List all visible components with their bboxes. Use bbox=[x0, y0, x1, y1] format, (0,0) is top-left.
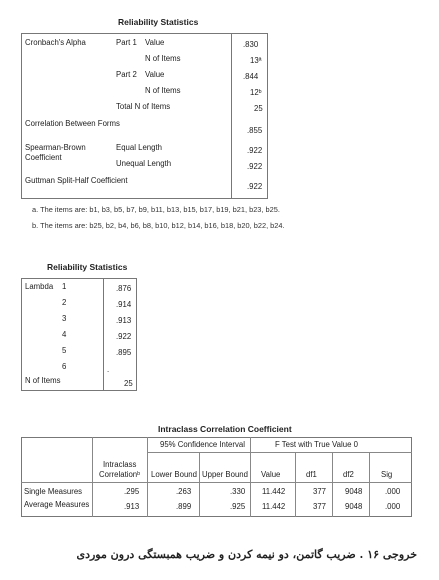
table1-label-part1: Part 1 bbox=[116, 38, 137, 47]
table3-header-confidence-interval: 95% Confidence Interval bbox=[160, 440, 245, 449]
table2-lambda-index: 2 bbox=[62, 298, 67, 307]
table2-lambda-index: 4 bbox=[62, 330, 67, 339]
table2-value: .913 bbox=[116, 316, 132, 325]
table3-header-sig: Sig bbox=[381, 470, 393, 479]
table1-label-spearman: Spearman-Brown bbox=[25, 143, 86, 152]
table2-lambda-index: 5 bbox=[62, 346, 67, 355]
table3-header-df1: df1 bbox=[306, 470, 317, 479]
table3-sig-value: .000 bbox=[385, 487, 401, 496]
table2-title: Reliability Statistics bbox=[47, 262, 128, 272]
table3-title: Intraclass Correlation Coefficient bbox=[158, 424, 292, 434]
table1-label-n-items: N of Items bbox=[145, 54, 181, 63]
table1-label-value: Value bbox=[145, 38, 165, 47]
table1-value: .922 bbox=[247, 146, 263, 155]
table3-row-label: Single Measures bbox=[24, 487, 83, 496]
table1-value: .855 bbox=[247, 126, 263, 135]
table1-label-guttman: Guttman Split-Half Coefficient bbox=[25, 176, 128, 185]
figure-caption: خروجی ۱۶ . ضریب گاتمن، دو نیمه کردن و ضریب همبستگی درون موردی bbox=[76, 548, 417, 561]
table3-upper-value: .925 bbox=[230, 502, 246, 511]
table1-value: .830 bbox=[243, 40, 259, 49]
table1-footnote-a: a. The items are: b1, b3, b5, b7, b9, b11, b13, b15, b17, b19, b21, b23, b25. bbox=[32, 205, 280, 214]
table3-lower-value: .899 bbox=[176, 502, 192, 511]
table1-value: 25 bbox=[254, 104, 263, 113]
table2-value: .876 bbox=[116, 284, 132, 293]
table1-value: 12ᵇ bbox=[250, 88, 262, 97]
table3-header-df2: df2 bbox=[343, 470, 354, 479]
table3-header-f-test: F Test with True Value 0 bbox=[275, 440, 358, 449]
table3-df2-value: 9048 bbox=[345, 502, 363, 511]
table2-label-n-items: N of Items bbox=[25, 376, 61, 385]
table1-label-unequal-length: Unequal Length bbox=[116, 159, 172, 168]
table3-lower-value: .263 bbox=[176, 487, 192, 496]
table3-header-icc: Correlationᵇ bbox=[99, 470, 141, 479]
table2-n-value: 25 bbox=[124, 379, 133, 388]
table1-label-correlation: Correlation Between Forms bbox=[25, 119, 120, 128]
table1-label-n-items: N of Items bbox=[145, 86, 181, 95]
table2-lambda-index: 6 bbox=[62, 362, 67, 371]
table3-header-value: Value bbox=[261, 470, 281, 479]
table3-header-icc: Intraclass bbox=[103, 460, 137, 469]
table3-sig-value: .000 bbox=[385, 502, 401, 511]
table1-value: .844 bbox=[243, 72, 259, 81]
table3-icc-value: .913 bbox=[124, 502, 140, 511]
table3-icc-value: .295 bbox=[124, 487, 140, 496]
table1-value: .922 bbox=[247, 182, 263, 191]
table2-lambda-index: 3 bbox=[62, 314, 67, 323]
table2-value: .914 bbox=[116, 300, 132, 309]
table3-row-label: Average Measures bbox=[24, 500, 90, 509]
table2-lambda-index: 1 bbox=[62, 282, 67, 291]
table1-footnote-b: b. The items are: b25, b2, b4, b6, b8, b10, b12, b14, b16, b18, b20, b22, b24. bbox=[32, 221, 285, 230]
table2-value: .895 bbox=[116, 348, 132, 357]
table1-label-value: Value bbox=[145, 70, 165, 79]
table1-label-equal-length: Equal Length bbox=[116, 143, 162, 152]
table3-df1-value: 377 bbox=[313, 502, 327, 511]
table1-title: Reliability Statistics bbox=[118, 17, 199, 27]
table3-f-value: 11.442 bbox=[262, 487, 286, 496]
table1-label-part2: Part 2 bbox=[116, 70, 137, 79]
table1-label-total-n: Total N of Items bbox=[116, 102, 171, 111]
table1-value: 13ª bbox=[250, 56, 262, 65]
table3-header-upper-bound: Upper Bound bbox=[202, 470, 248, 479]
table1-label-box bbox=[21, 33, 232, 199]
table1-label-coefficient: Coefficient bbox=[25, 153, 62, 162]
table3-header-lower-bound: Lower Bound bbox=[151, 470, 197, 479]
table1-value: .922 bbox=[247, 162, 263, 171]
table3-df2-value: 9048 bbox=[345, 487, 363, 496]
table3-upper-value: .330 bbox=[230, 487, 246, 496]
table3-f-value: 11.442 bbox=[262, 502, 286, 511]
table2-value: .922 bbox=[116, 332, 132, 341]
table1-label-cronbach: Cronbach's Alpha bbox=[25, 38, 86, 47]
table2-label-lambda: Lambda bbox=[25, 282, 54, 291]
table3-df1-value: 377 bbox=[313, 487, 327, 496]
table2-value: . bbox=[107, 365, 110, 374]
